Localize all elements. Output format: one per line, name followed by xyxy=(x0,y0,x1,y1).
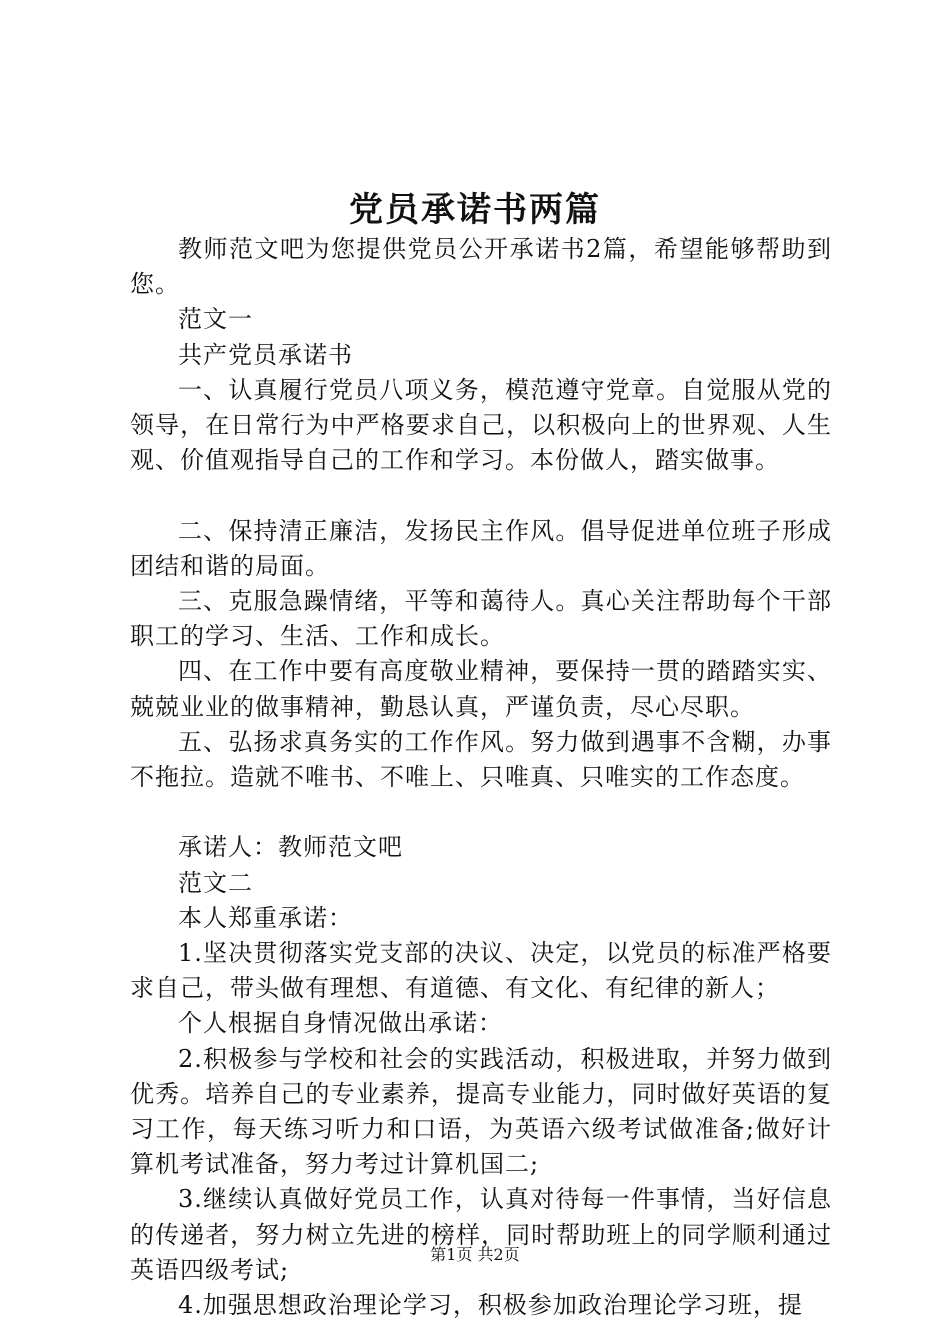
subheading-pledge: 共产党员承诺书 xyxy=(178,340,353,369)
paragraph-item-2: 二、保持清正廉洁，发扬民主作风。倡导促进单位班子形成团结和谐的局面。 xyxy=(130,516,832,580)
pledge-opening: 本人郑重承诺： xyxy=(178,903,353,932)
paragraph-item-5: 五、弘扬求真务实的工作作风。努力做到遇事不含糊，办事不拖拉。造就不唯书、不唯上、只唯真、只唯实的工作态度。 xyxy=(130,727,832,792)
paragraph-item-3: 三、克服急躁情绪，平等和蔼待人。真心关注帮助每个干部职工的学习、生活、工作和成长。 xyxy=(130,587,832,651)
numbered-item-4: 4.加强思想政治理论学习，积极参加政治理论学习班，提 xyxy=(178,1291,803,1320)
numbered-item-3: 3.继续认真做好党员工作，认真对待每一件事情，当好信息的传递者，努力树立先进的榜样，同时帮助班上的同学顺利通过英语四级考试; xyxy=(130,1185,832,1284)
section-heading-sample-one: 范文一 xyxy=(178,305,253,334)
page-footer: 第1页 共2页 xyxy=(430,1245,520,1264)
personal-pledge-intro: 个人根据自身情况做出承诺： xyxy=(178,1009,503,1038)
blank-line xyxy=(130,478,832,513)
document-body xyxy=(130,232,832,1323)
paragraph-item-1: 一、认真履行党员八项义务，模范遵守党章。自觉服从党的领导，在日常行为中严格要求自己，以积极向上的世界观、人生观、价值观指导自己的工作和学习。本份做人，踏实做事。 xyxy=(130,375,832,475)
section-heading-sample-two: 范文二 xyxy=(178,868,253,897)
paragraph-intro: 教师范文吧为您提供党员公开承诺书2篇，希望能够帮助到您。 xyxy=(130,235,832,299)
blank-line xyxy=(130,795,832,830)
numbered-item-2: 2.积极参与学校和社会的实践活动，积极进取，并努力做到优秀。培养自己的专业素养，提高专业能力，同时做好英语的复习工作，每天练习听力和口语，为英语六级考试做准备;做好计算机考试准备，努力考过计算机国二; xyxy=(130,1044,832,1179)
paragraph-item-4: 四、在工作中要有高度敬业精神，要保持一贯的踏踏实实、兢兢业业的做事精神，勤恳认真，严谨负责，尽心尽职。 xyxy=(130,657,832,721)
document-title: 党员承诺书两篇 xyxy=(349,190,601,230)
numbered-item-1: 1.坚决贯彻落实党支部的决议、决定，以党员的标准严格要求自己，带头做有理想、有道德、有文化、有纪律的新人； xyxy=(130,939,832,1003)
signatory-line: 承诺人：教师范文吧 xyxy=(178,833,403,862)
